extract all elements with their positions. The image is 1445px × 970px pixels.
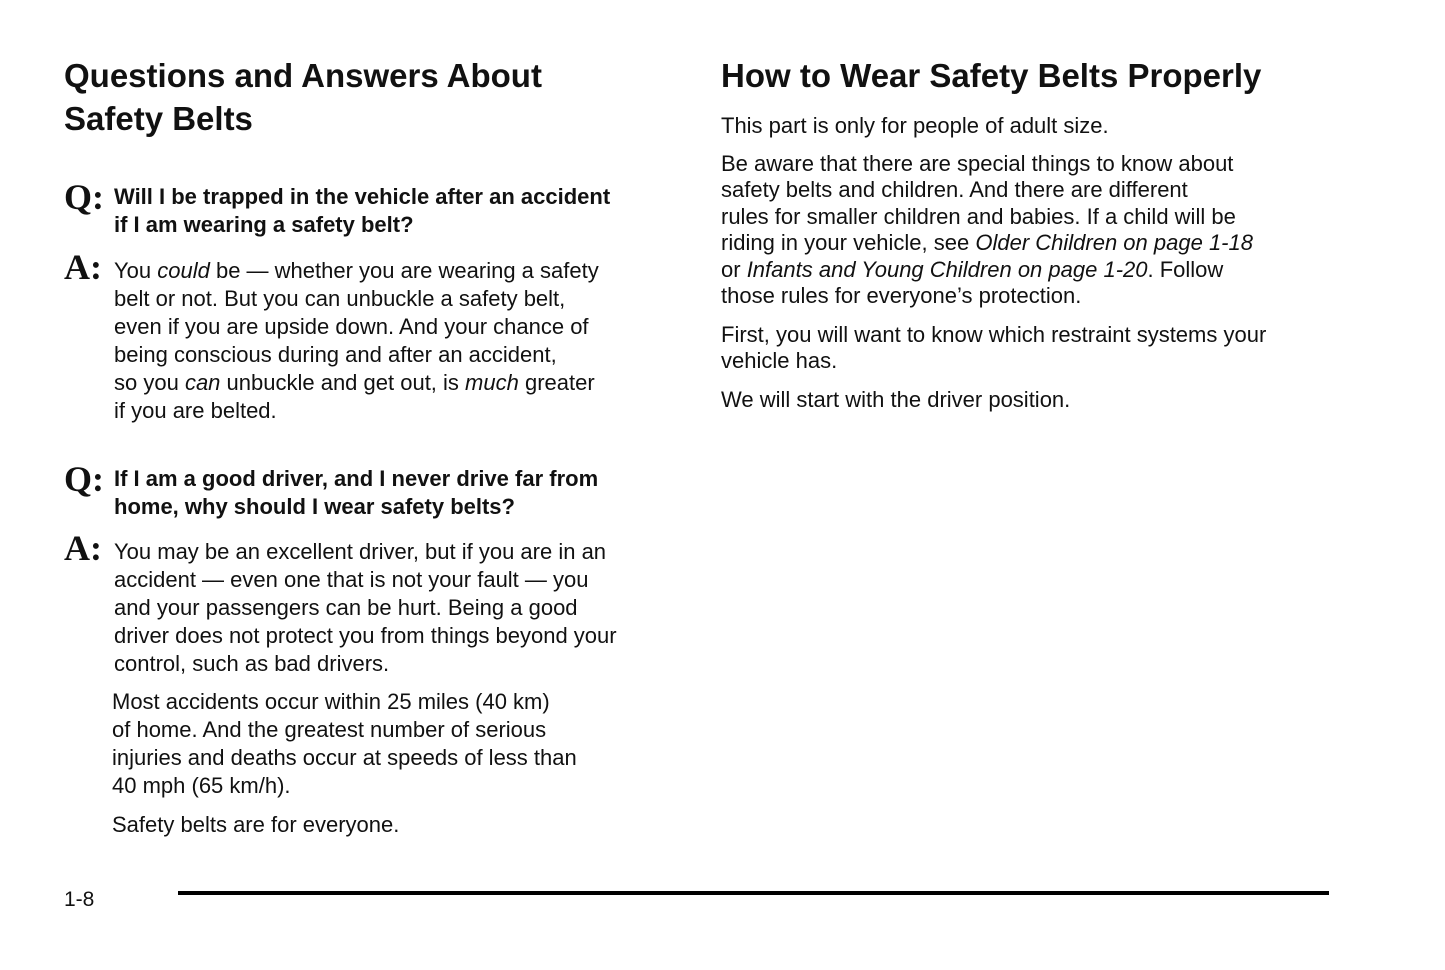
question-2-line1: If I am a good driver, and I never drive far from <box>114 466 599 491</box>
paragraph-adult-size <box>721 113 1361 140</box>
left-heading <box>64 54 684 140</box>
answer-marker: A: <box>64 247 102 287</box>
question-marker: Q: <box>64 177 104 217</box>
paragraph-children-l3: rules for smaller children and babies. If a child will be <box>721 203 1236 229</box>
answer-marker: A: <box>64 528 102 568</box>
infants-young-children-reference-link[interactable]: Infants and Young Children on page 1-20 <box>746 256 1148 282</box>
paragraph-accidents-l1: Most accidents occur within 25 miles (40 km) <box>112 689 550 714</box>
answer-2-l5: control, such as bad drivers. <box>114 651 390 676</box>
answer-2-text <box>114 538 684 678</box>
answer-1 <box>64 247 684 425</box>
paragraph-accidents <box>64 688 684 800</box>
paragraph-adult-size-text: This part is only for people of adult size. <box>721 113 1109 138</box>
footer-rule <box>178 891 1329 895</box>
question-1-text <box>114 183 684 238</box>
answer-1-l4: being conscious during and after an accident, <box>114 342 557 367</box>
paragraph-driver-position-text: We will start with the driver position. <box>721 386 1071 412</box>
answer-1-l5-em2: much <box>465 370 519 395</box>
answer-1-l2: belt or not. But you can unbuckle a safety belt, <box>114 286 566 311</box>
answer-1-l1-em: could <box>157 258 210 283</box>
answer-1-l5-em1: can <box>184 370 221 395</box>
answer-1-l5-pre: so you <box>114 370 185 395</box>
paragraph-children-l5-pre: or <box>721 256 747 282</box>
question-2 <box>64 459 684 520</box>
paragraph-children <box>721 151 1361 310</box>
paragraph-children-l1: Be aware that there are special things to know about <box>721 150 1234 176</box>
question-1 <box>64 177 684 238</box>
left-heading-line1: Questions and Answers About <box>64 57 542 94</box>
left-column <box>64 54 684 839</box>
paragraph-children-l2: safety belts and children. And there are different <box>721 177 1188 202</box>
paragraph-children-l6: those rules for everyone’s protection. <box>721 283 1082 308</box>
answer-2-l1: You may be an excellent driver, but if you are in an <box>114 539 607 564</box>
question-2-text <box>114 465 684 520</box>
paragraph-restraint-l2: vehicle has. <box>721 348 838 373</box>
right-heading: How to Wear Safety Belts Properly <box>721 57 1262 94</box>
left-heading-line2: Safety Belts <box>64 100 253 137</box>
answer-2 <box>64 528 684 678</box>
question-1-line1: Will I be trapped in the vehicle after an accident <box>114 184 611 209</box>
answer-2-l3: and your passengers can be hurt. Being a good <box>114 595 578 620</box>
question-2-line2: home, why should I wear safety belts? <box>114 493 515 519</box>
question-marker: Q: <box>64 459 104 499</box>
answer-1-l1-pre: You <box>114 258 158 283</box>
paragraph-children-l5-post: . Follow <box>1147 256 1224 282</box>
answer-1-l5-mid: unbuckle and get out, is <box>220 370 466 395</box>
paragraph-restraint-l1: First, you will want to know which restraint systems your <box>721 321 1267 347</box>
answer-1-l5-post: greater <box>518 370 595 395</box>
answer-1-l3: even if you are upside down. And your chance of <box>114 314 589 339</box>
paragraph-children-l4-pre: riding in your vehicle, see <box>721 230 976 255</box>
answer-2-l2: accident — even one that is not your fault — you <box>114 567 589 592</box>
page-number: 1-8 <box>64 888 95 911</box>
question-1-line2: if I am wearing a safety belt? <box>114 211 414 237</box>
answer-2-l4: driver does not protect you from things beyond your <box>114 623 617 648</box>
paragraph-accidents-l3: injuries and deaths occur at speeds of less than <box>112 745 577 770</box>
paragraph-driver-position <box>721 387 1361 414</box>
paragraph-everyone-text: Safety belts are for everyone. <box>112 812 400 837</box>
answer-1-l6: if you are belted. <box>114 398 277 423</box>
paragraph-restraint-systems <box>721 322 1361 375</box>
right-column <box>721 54 1361 413</box>
paragraph-accidents-l4: 40 mph (65 km/h). <box>112 773 291 798</box>
paragraph-everyone <box>64 811 684 839</box>
paragraph-accidents-l2: of home. And the greatest number of serious <box>112 717 547 742</box>
older-children-reference-link[interactable]: Older Children on page 1-18 <box>975 230 1253 255</box>
answer-1-l1-post: be — whether you are wearing a safety <box>209 258 599 283</box>
answer-1-text <box>114 257 684 425</box>
